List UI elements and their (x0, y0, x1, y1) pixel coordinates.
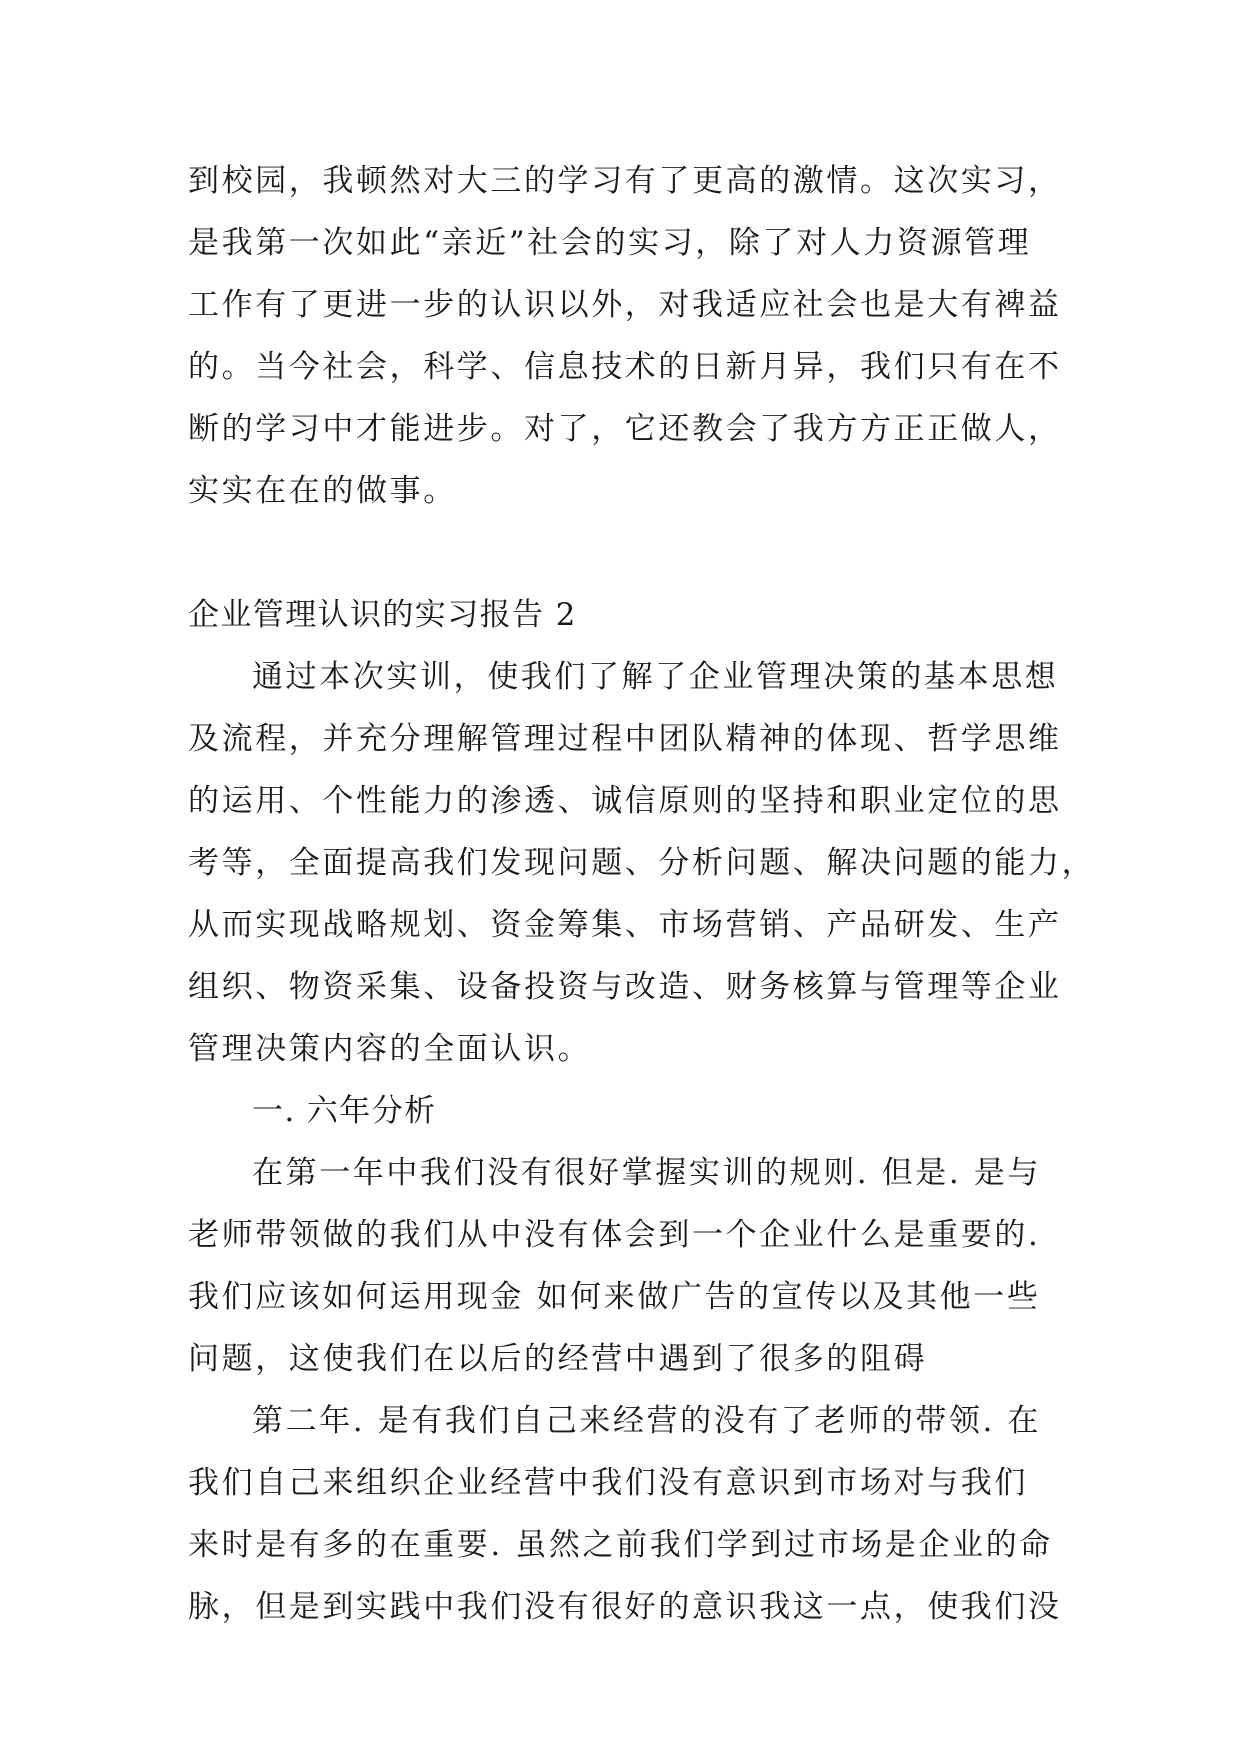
intro-paragraph (188, 646, 1096, 1080)
paragraph-line: 工作有了更进一步的认识以外，对我适应社会也是大有裨益 (188, 287, 1062, 323)
paragraph-line: 问题，这使我们在以后的经营中遇到了很多的阻碍 (188, 1341, 928, 1377)
paragraph-line: 管理决策内容的全面认识。 (188, 1031, 592, 1067)
paragraph-line: 断的学习中才能进步。对了，它还教会了我方方正正做人， (188, 411, 1062, 447)
paragraph-line: 是我第一次如此“亲近”社会的实习，除了对人力资源管理 (188, 225, 1032, 261)
paragraph-line: 老师带领做的我们从中没有体会到一个企业什么是重要的. (188, 1217, 1041, 1253)
paragraph-line: 第二年. 是有我们自己来经营的没有了老师的带领. 在 (252, 1403, 1042, 1439)
year-two-paragraph (188, 1390, 1062, 1638)
paragraph-line: 从而实现战略规划、资金筹集、市场营销、产品研发、生产 (188, 907, 1062, 943)
top-paragraph (188, 150, 1062, 522)
year-one-paragraph (188, 1142, 1058, 1390)
paragraph-line: 实实在在的做事。 (188, 473, 457, 509)
subheading: 一. 六年分析 (252, 1093, 437, 1129)
paragraph-line: 通过本次实训，使我们了解了企业管理决策的基本思想 (252, 659, 1059, 695)
paragraph-line: 我们应该如何运用现金 如何来做广告的宣传以及其他一些 (188, 1279, 1041, 1315)
paragraph-line: 及流程，并充分理解管理过程中团队精神的体现、哲学思维 (188, 721, 1062, 757)
paragraph-line: 的。当今社会，科学、信息技术的日新月异，我们只有在不 (188, 349, 1062, 385)
paragraph-line: 在第一年中我们没有很好掌握实训的规则. 但是. 是与 (252, 1155, 1042, 1191)
paragraph-line: 脉，但是到实践中我们没有很好的意识我这一点，使我们没 (188, 1589, 1062, 1625)
paragraph-line: 来时是有多的在重要. 虽然之前我们学到过市场是企业的命 (188, 1527, 1053, 1563)
paragraph-line: 我们自己来组织企业经营中我们没有意识到市场对与我们 (188, 1465, 1028, 1501)
document-body (188, 150, 1096, 1638)
section-title: 企业管理认识的实习报告 2 (188, 597, 577, 633)
paragraph-spacer (188, 522, 1058, 584)
paragraph-line: 的运用、个性能力的渗透、诚信原则的坚持和职业定位的思 (188, 783, 1062, 819)
paragraph-line: 到校园，我顿然对大三的学习有了更高的激情。这次实习， (188, 163, 1062, 199)
paragraph-line: 组织、物资采集、设备投资与改造、财务核算与管理等企业 (188, 969, 1062, 1005)
paragraph-line: 考等，全面提高我们发现问题、分析问题、解决问题的能力， (188, 845, 1096, 881)
